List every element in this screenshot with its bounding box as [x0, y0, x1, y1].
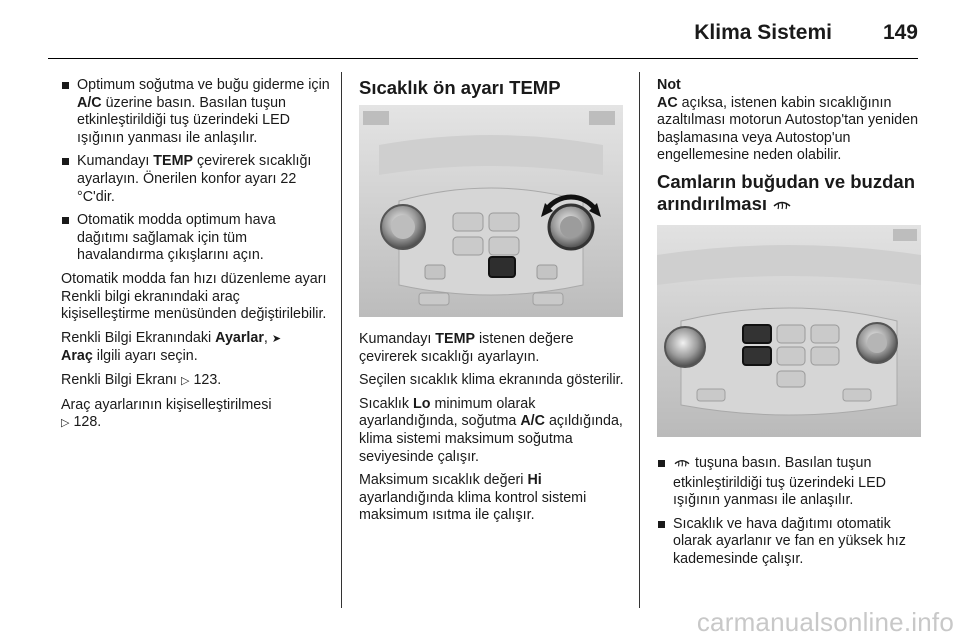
button-label-ac: AC: [657, 94, 678, 111]
text: açıksa, istenen kabin sıcaklığının azaltılması motorun Autostop'tan yeniden başlamasına veya Autostop'un engellemesine neden olabilir.: [657, 94, 919, 164]
paragraph: [61, 330, 331, 366]
climate-panel-temp-photo: [359, 105, 623, 317]
section-heading: Sıcaklık ön ayarı TEMP: [359, 77, 561, 98]
text: Kumandayı: [359, 331, 436, 347]
column-middle: [359, 77, 631, 531]
paragraph: [359, 331, 631, 366]
note-paragraph: [657, 95, 925, 165]
text: Maksimum sıcaklık değeri: [359, 472, 528, 489]
windshield-defrost-icon: [772, 195, 792, 217]
column-divider: [639, 72, 640, 608]
list-item: [61, 153, 331, 206]
text: Araç ayarlarının kişiselleştirilmesi: [61, 396, 272, 413]
text: Kumandayı: [77, 153, 154, 170]
button-label-ac: A/C: [520, 413, 545, 430]
value-hi: Hi: [527, 472, 542, 489]
note-title: Not: [657, 77, 681, 93]
page-ref-icon: ▷: [180, 374, 190, 387]
control-label-temp: TEMP: [435, 331, 476, 347]
bullet-square-icon: [658, 521, 665, 528]
column-left: [61, 77, 331, 439]
text: Otomatik modda optimum hava dağıtımı sağlamak için tüm havalandırma çıkışlarını açın.: [77, 212, 276, 264]
text: çevirerek sıcaklığı ayarlayın. Önerilen konfor ayarı 22 °C'dir.: [77, 153, 312, 205]
page-title: Klima Sistemi: [694, 21, 832, 44]
list-item: [61, 212, 331, 265]
page-ref-icon: ▷: [61, 417, 70, 430]
control-label-temp: TEMP: [153, 153, 194, 170]
text: Sıcaklık: [359, 395, 414, 412]
list-item: [61, 77, 331, 147]
watermark-text: carmanualsonline.info: [696, 607, 954, 637]
windshield-defrost-icon: [673, 455, 691, 475]
page-ref-link[interactable]: 128.: [73, 414, 102, 431]
text: istenen değere çevirerek sıcaklığı ayarlayın.: [359, 331, 574, 365]
menu-label-settings: Ayarlar: [215, 329, 264, 346]
button-label-ac: A/C: [77, 94, 102, 111]
climate-panel-defrost-photo: [657, 225, 921, 437]
bullet-square-icon: [658, 460, 665, 467]
section-heading-text: Camların buğudan ve buzdan arındırılması: [657, 170, 915, 214]
text: Optimum soğutma ve buğu giderme için: [77, 77, 330, 93]
bullet-square-icon: [62, 217, 69, 224]
arrow-right-icon: ➤: [271, 332, 282, 345]
column-right: [657, 77, 925, 575]
section-heading: [657, 171, 925, 217]
list-item: [657, 516, 925, 569]
text: Sıcaklık ve hava dağıtımı otomatik olarak ayarlanır ve fan en yüksek hız kademesinde çalışır.: [673, 515, 906, 567]
text: tuşuna basın. Basılan tuşun etkinleştirildiği tuş üzerindeki LED ışığının yanması ile anlaşılır.: [673, 454, 886, 509]
separator: ,: [263, 329, 272, 346]
paragraph: [61, 372, 331, 391]
menu-label-vehicle: Araç: [61, 348, 93, 365]
text: üzerine basın. Basılan tuşun etkinleştirildiği tuş üzerindeki LED ışığının yanması ile anlaşılır.: [77, 94, 290, 146]
text: Renkli Bilgi Ekranındaki: [61, 329, 216, 346]
text: Renkli Bilgi Ekranı: [61, 371, 181, 388]
paragraph: [359, 396, 631, 466]
paragraph: Seçilen sıcaklık klima ekranında gösterilir.: [359, 372, 624, 389]
column-divider: [341, 72, 342, 608]
page-header: [48, 8, 918, 59]
climate-panel-illustration: [657, 225, 921, 437]
paragraph: [359, 472, 631, 525]
climate-panel-illustration: [359, 105, 623, 317]
value-lo: Lo: [413, 395, 431, 412]
text: ayarlandığında klima kontrol sistemi maksimum ısıtma ile çalışır.: [359, 489, 587, 524]
list-item: [657, 455, 925, 510]
page-number: 149: [882, 21, 918, 44]
text: minimum olarak ayarlandığında, soğutma: [359, 395, 536, 430]
paragraph: [61, 397, 331, 433]
text: ilgili ayarı seçin.: [92, 348, 198, 365]
page-ref-link[interactable]: 123.: [193, 371, 222, 388]
bullet-square-icon: [62, 158, 69, 165]
paragraph: Otomatik modda fan hızı düzenleme ayarı Renkli bilgi ekranındaki araç kişiselleştirme menüsünden değiştirilebilir.: [61, 270, 327, 323]
bullet-square-icon: [62, 82, 69, 89]
text: açıldığında, klima sistemi maksimum soğutma seviyesinde çalışır.: [359, 413, 623, 465]
